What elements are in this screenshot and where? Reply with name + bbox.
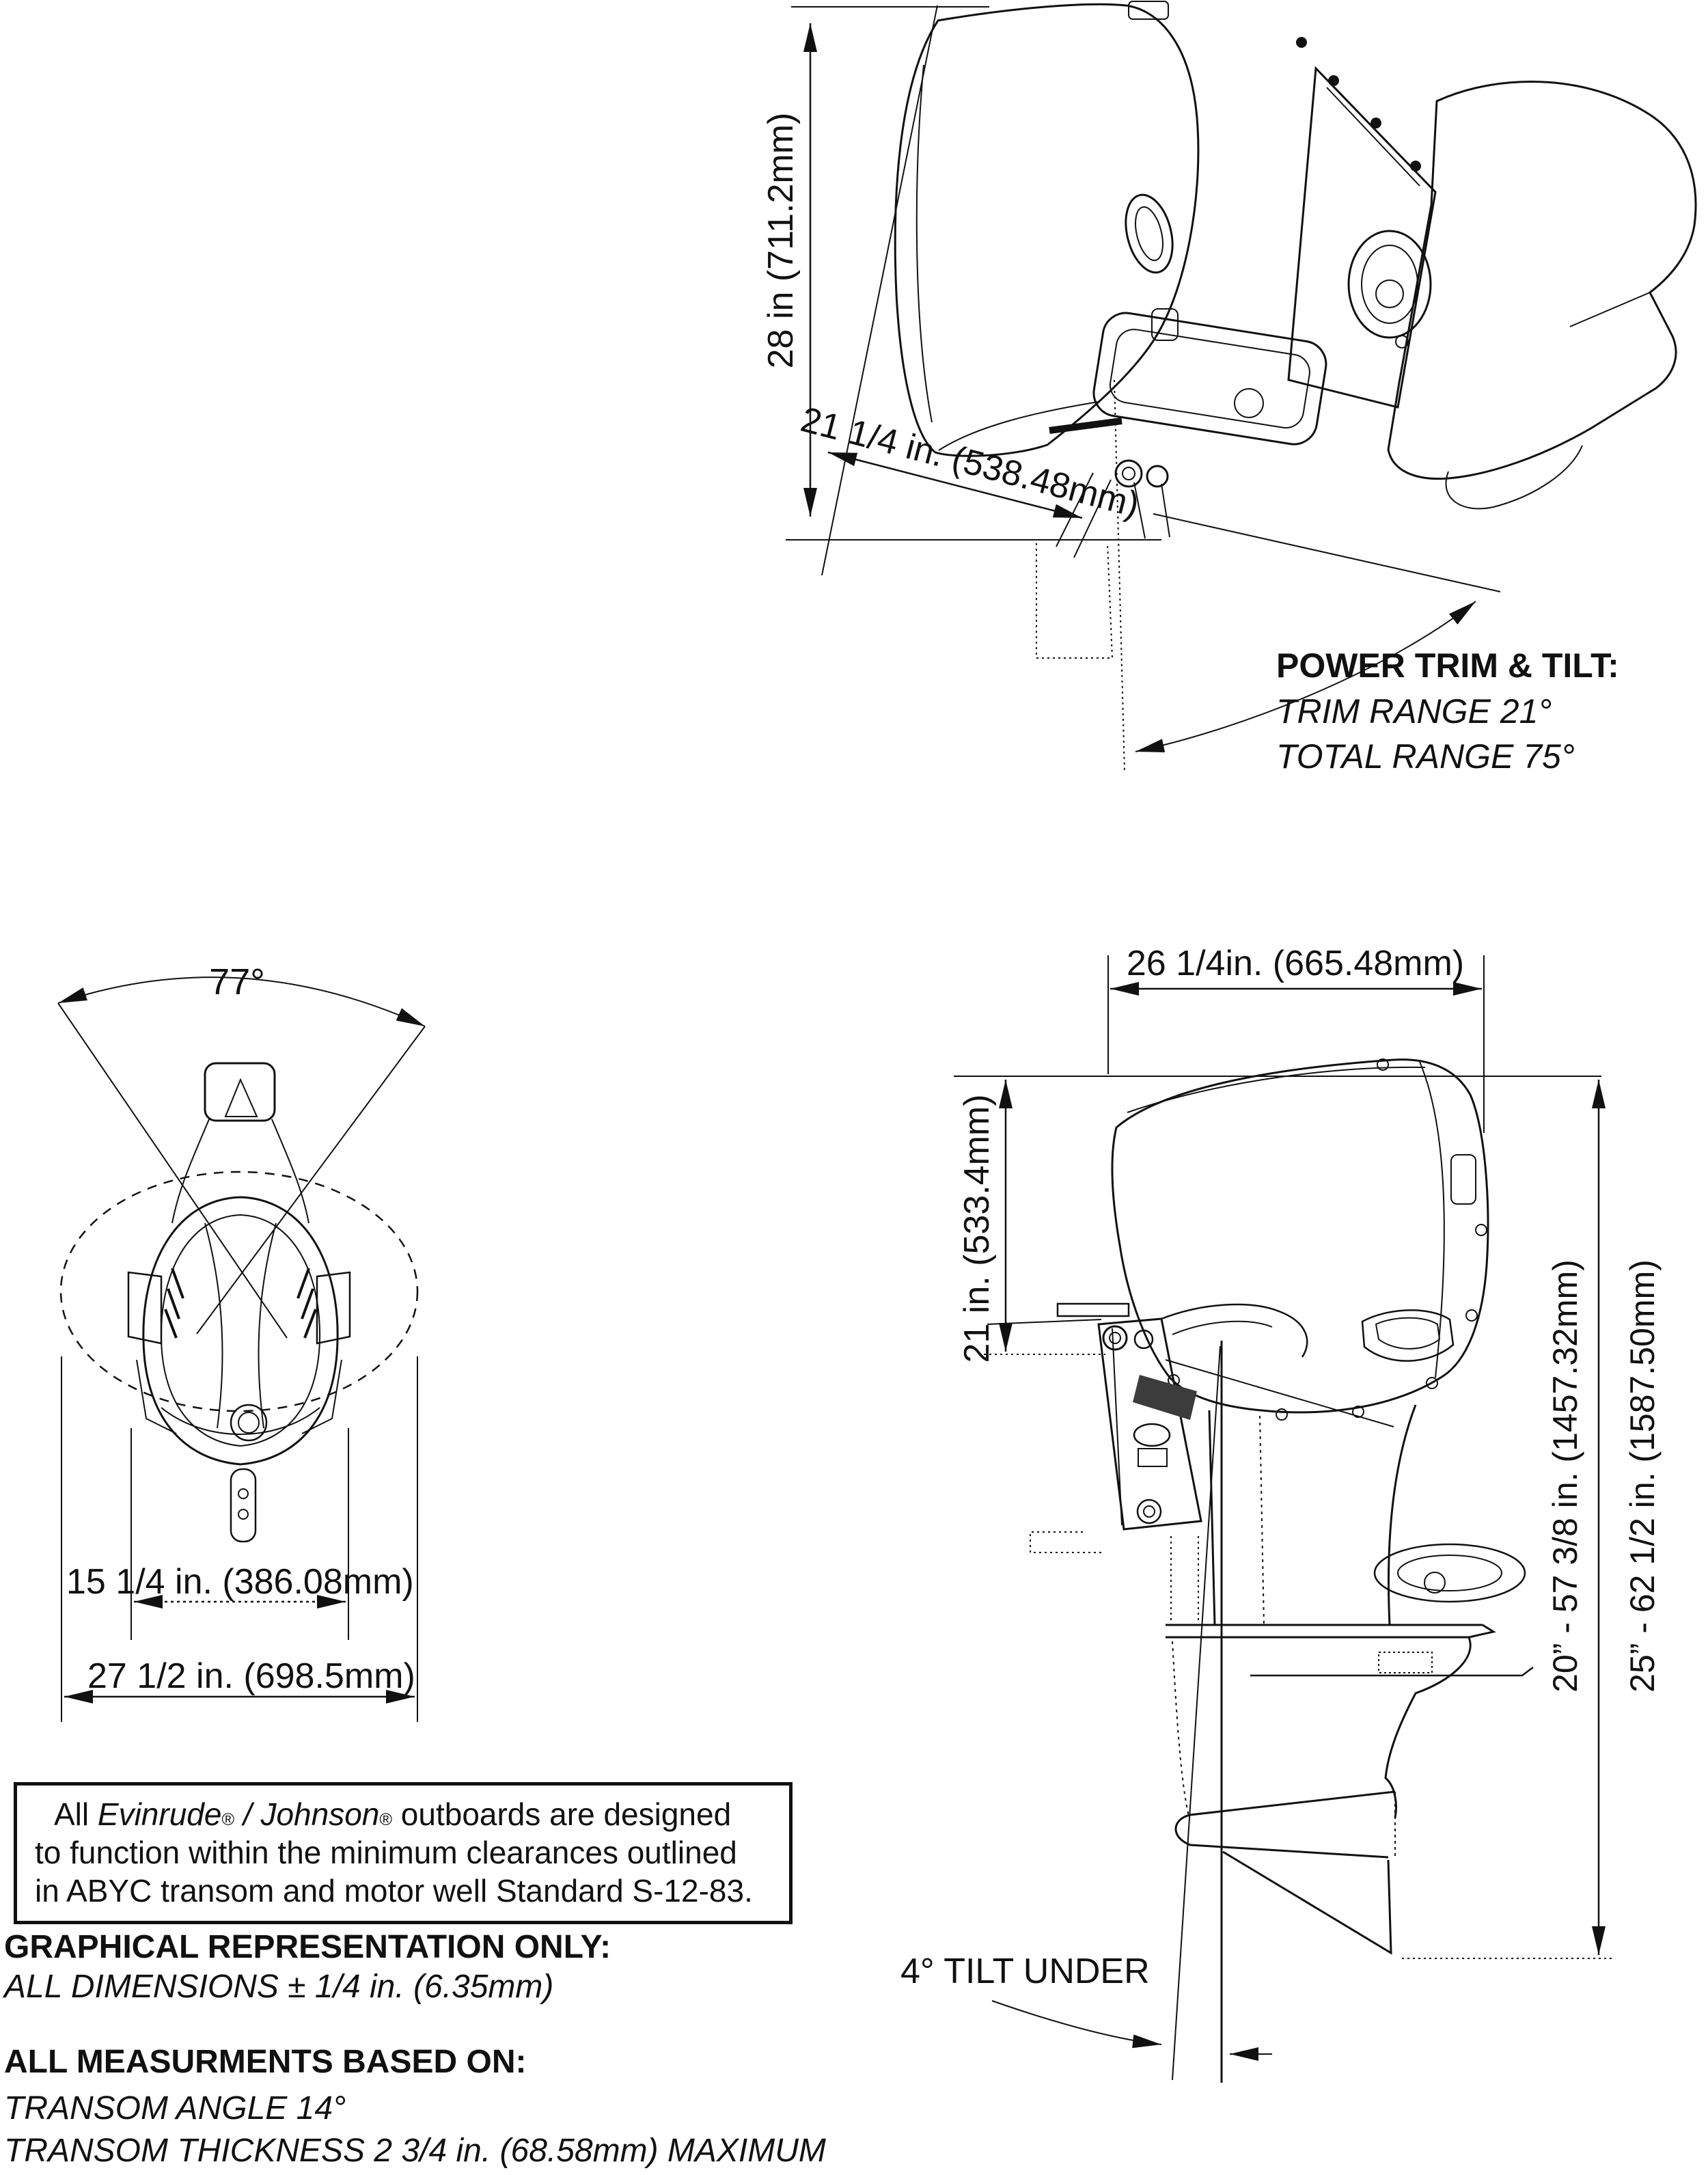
tilt-view-dimensions: [786, 7, 1476, 752]
trim-range-label: TRIM RANGE 21°: [1276, 692, 1552, 730]
footer-heading-graphical: GRAPHICAL REPRESENTATION ONLY:: [4, 1929, 611, 1965]
tilt-under-label: 4° TILT UNDER: [900, 1952, 1150, 1991]
notice-line-3: in ABYC transom and motor well Standard S-12-83.: [35, 1873, 753, 1909]
power-trim-heading: POWER TRIM & TILT:: [1276, 646, 1619, 685]
dim-label-cowl-height: 28 in (711.2mm): [761, 112, 801, 369]
front-view-drawing: [58, 977, 425, 1542]
dim-label-height-short-shaft: 20” - 57 3/8 in. (1457.32mm): [1546, 1259, 1584, 1693]
notice-brand-evinrude: Evinrude: [97, 1796, 222, 1832]
footer-tolerance: ALL DIMENSIONS ± 1/4 in. (6.35mm): [4, 1969, 554, 2005]
footer-heading-measurements: ALL MEASURMENTS BASED ON:: [4, 2044, 527, 2080]
side-view-drawing: [987, 1059, 1533, 1953]
dim-label-top-width: 26 1/4in. (665.48mm): [1126, 944, 1465, 983]
notice-l1a: All: [54, 1796, 98, 1832]
footer-transom-thickness: TRANSOM THICKNESS 2 3/4 in. (68.58mm) MAXIMUM: [4, 2133, 826, 2169]
dim-label-swing-width: 27 1/2 in. (698.5mm): [87, 1656, 415, 1696]
registered-mark-icon: ®: [221, 1810, 235, 1829]
footer-transom-angle: TRANSOM ANGLE 14°: [4, 2090, 346, 2126]
dim-label-transom-offset: 21 1/4 in. (538.48mm): [797, 399, 1144, 525]
dim-label-bracket-width: 15 1/4 in. (386.08mm): [66, 1562, 414, 1602]
notice-line-2: to function within the minimum clearances outlined: [35, 1835, 737, 1871]
total-range-label: TOTAL RANGE 75°: [1276, 737, 1575, 776]
abyc-notice-box: [14, 1782, 793, 1924]
notice-l1g: outboards are designed: [392, 1796, 732, 1832]
side-view-references: [1172, 1341, 1222, 2083]
dim-label-transom-height: 21 in. (533.4mm): [957, 1094, 997, 1363]
registered-mark-icon: ®: [379, 1810, 393, 1829]
notice-slash: /: [234, 1796, 261, 1832]
steering-angle-label: 77°: [209, 961, 265, 1002]
notice-line-1: [35, 1795, 774, 1833]
notice-brand-johnson: Johnson: [260, 1796, 380, 1832]
dim-label-height-long-shaft: 25” - 62 1/2 in. (1587.50mm): [1623, 1259, 1662, 1693]
